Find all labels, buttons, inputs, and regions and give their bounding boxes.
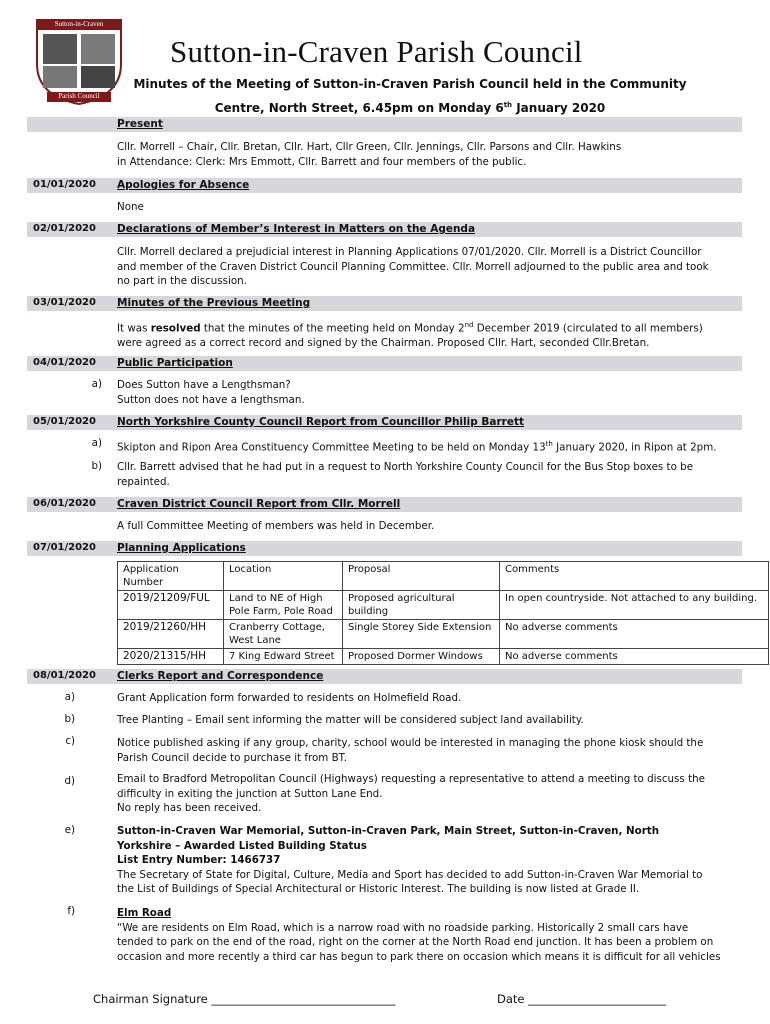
page-title: Sutton-in-Craven Parish Council [170, 34, 583, 69]
apologies-text: None [117, 201, 144, 213]
section-number: 06/01/2020 [33, 498, 96, 509]
section-heading: Clerks Report and Correspondence [117, 670, 324, 682]
item-label: b) [64, 713, 75, 725]
section-number: 08/01/2020 [33, 670, 96, 681]
section-heading: North Yorkshire County Council Report from Councillor Philip Barrett [117, 416, 524, 428]
column-header: Application Number [118, 562, 224, 591]
section-number: 07/01/2020 [33, 542, 96, 553]
column-header: Proposal [343, 562, 500, 591]
table-cell: In open countryside. Not attached to any building. [500, 591, 769, 620]
item-label: a) [91, 437, 102, 449]
table-cell: Cranberry Cottage, West Lane [224, 620, 343, 649]
clerk-item-d: Email to Bradford Metropolitan Council (Highways) requesting a representative to attend a meeting to discuss the difficulty in exiting the junction at Sutton Lane End. No reply has been received. [117, 773, 705, 815]
item-label: c) [65, 735, 75, 747]
clerk-item-f: Elm Road “We are residents on Elm Road, which is a narrow road with no roadside parking. Historically 2 small cars have tended to park on the end of the road, right on the corner at the North Road end junction. It has been a problem on occasion and more recently a third car has begun to park there on occasion which means it is difficult for all vehicles [117, 907, 721, 963]
table-cell: 7 King Edward Street [224, 649, 343, 665]
clerk-item-c: Notice published asking if any group, charity, school would be interested in managing the phone kiosk should the Parish Council decide to purchase it from BT. [117, 737, 704, 764]
section-bar-nycc-report [27, 415, 742, 430]
item-label: d) [64, 775, 75, 787]
section-bar-present [27, 117, 742, 132]
item-label: f) [67, 905, 75, 917]
section-number: 02/01/2020 [33, 223, 96, 234]
section-number: 01/01/2020 [33, 179, 96, 190]
item-label: a) [64, 691, 75, 703]
public-participation-text: Does Sutton have a Lengthsman? Sutton does not have a lengthsman. [117, 379, 305, 406]
section-heading: Craven District Council Report from Cllr. Morrell [117, 498, 401, 510]
chairman-signature-line: Chairman Signature ________________________________ [93, 992, 396, 1006]
table-cell: Land to NE of High Pole Farm, Pole Road [224, 591, 343, 620]
clerk-item-e: Sutton-in-Craven War Memorial, Sutton-in-Craven Park, Main Street, Sutton-in-Craven, North Yorkshire – Awarded Listed Building Status List Entry Number: 1466737 The Secretary of State for Digital, Culture, Media and Sport has decided to add Sutton-in-Craven War Memorial to the List of Buildings of Special Architectural or Historic Interest. The building is now listed at Grade II. [117, 825, 703, 896]
clerk-item-b: Tree Planting – Email sent informing the matter will be considered subject land availability. [117, 714, 584, 726]
table-cell: No adverse comments [500, 649, 769, 665]
nycc-item-b: Cllr. Barrett advised that he had put in a request to North Yorkshire County Council for the Bus Stop boxes to be repainted. [117, 461, 694, 488]
table-cell: Single Storey Side Extension [343, 620, 500, 649]
section-heading: Declarations of Member’s Interest in Matters on the Agenda [117, 223, 476, 235]
section-bar-declarations [27, 222, 742, 237]
section-bar-planning [27, 541, 742, 556]
table-cell: 2019/21260/HH [118, 620, 224, 649]
section-bar-clerks-report [27, 669, 742, 684]
cdc-report-text: A full Committee Meeting of members was held in December. [117, 520, 435, 532]
section-bar-previous-minutes [27, 296, 742, 311]
planning-applications-table [117, 561, 769, 665]
table-cell: Proposed Dormer Windows [343, 649, 500, 665]
section-heading: Apologies for Absence [117, 179, 250, 191]
section-number: 05/01/2020 [33, 416, 96, 427]
table-row [118, 649, 769, 665]
section-bar-cdc-report [27, 497, 742, 512]
table-cell: 2020/21315/HH [118, 649, 224, 665]
table-row [118, 591, 769, 620]
section-number: 03/01/2020 [33, 297, 96, 308]
nycc-item-a: Skipton and Ripon Area Constituency Committee Meeting to be held on Monday 13th January 2020, in Ripon at 2pm. [117, 440, 717, 454]
column-header: Location [224, 562, 343, 591]
clerk-item-a: Grant Application form forwarded to residents on Holmefield Road. [117, 692, 462, 704]
crest-bottom-text: Parish Council [58, 92, 100, 100]
section-bar-apologies [27, 178, 742, 193]
crest-top-text: Sutton-in-Craven [54, 20, 104, 28]
present-text: Cllr. Morrell – Chair, Cllr. Bretan, Cllr. Hart, Cllr Green, Cllr. Jennings, Cllr. Parsons and Cllr. Hawkins in Attendance: Clerk: Mrs Emmott, Cllr. Barrett and four members of the public. [117, 141, 622, 168]
declarations-text: Cllr. Morrell declared a prejudicial interest in Planning Applications 07/01/2020. Cllr. Morrell is a District Councillor and member of the Craven District Council Planning Committee. Cllr. Morrell adjourned to the public area and took no part in the discussion. [117, 246, 709, 288]
section-heading: Present [117, 118, 163, 130]
section-heading: Minutes of the Previous Meeting [117, 297, 311, 309]
table-header-row [118, 562, 769, 591]
table-row [118, 620, 769, 649]
item-label: e) [64, 824, 75, 836]
date-line: Date ________________________ [497, 992, 667, 1006]
section-heading: Planning Applications [117, 542, 246, 554]
previous-minutes-text: It was resolved that the minutes of the meeting held on Monday 2nd December 2019 (circulated to all members) were agreed as a correct record and signed by the Chairman. Proposed Cllr. Hart, seconded Cllr.Bretan. [117, 321, 703, 350]
table-cell: 2019/21209/FUL [118, 591, 224, 620]
section-heading: Public Participation [117, 357, 233, 369]
table-cell: No adverse comments [500, 620, 769, 649]
table-cell: Proposed agricultural building [343, 591, 500, 620]
meeting-subtitle: Minutes of the Meeting of Sutton-in-Craven Parish Council held in the Community Centre, North Street, 6.45pm on Monday 6th January 2020 [133, 77, 687, 115]
item-label: b) [91, 460, 102, 472]
section-number: 04/01/2020 [33, 357, 96, 368]
item-label: a) [91, 378, 102, 390]
column-header: Comments [500, 562, 769, 591]
section-bar-public-participation [27, 356, 742, 371]
